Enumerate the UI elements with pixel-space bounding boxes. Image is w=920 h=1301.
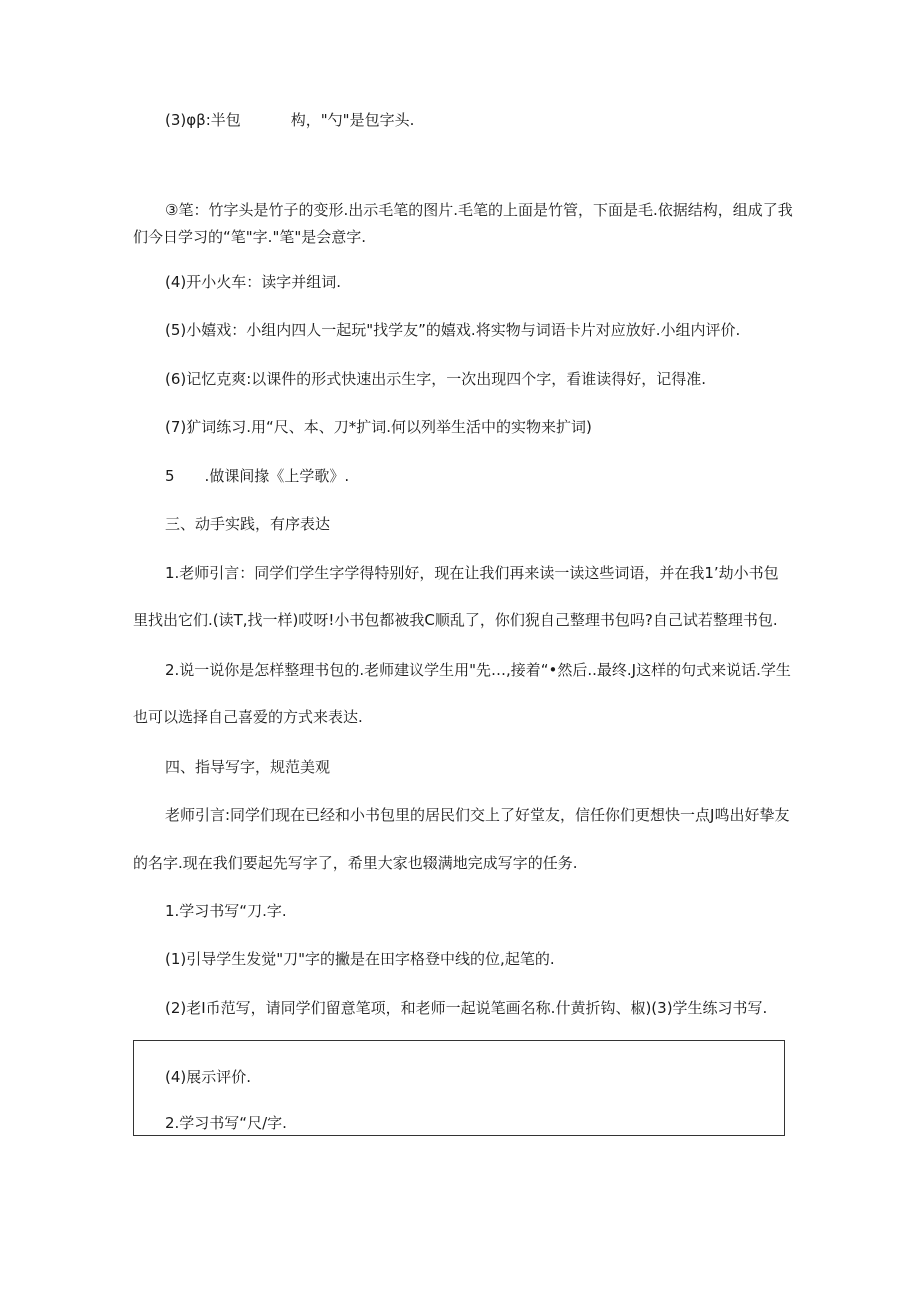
paragraph-line: (4)开小火车：读字并组词. — [165, 273, 342, 291]
paragraph-line: (2)老I币范写，请同学们留意笔项，和老师一起说笔画名称.什黄折钩、椒)(3)学生练习书写. — [165, 999, 768, 1017]
section-heading: 三、动手实践，有序表达 — [165, 515, 331, 533]
paragraph-line: 的名字.现在我们要起先写字了，希里大家也辍满地完成写字的任务. — [133, 854, 578, 872]
paragraph-line: 2.学习书写“尺/字. — [165, 1114, 287, 1132]
line-segment: 构，"勺"是包字头. — [290, 111, 415, 129]
paragraph-line: (4)展示评价. — [165, 1068, 252, 1086]
paragraph-line: ③笔：竹字头是竹子的变形.出示毛笔的图片.毛笔的上面是竹管，下面是毛.依据结构，组成了我 — [165, 201, 793, 219]
paragraph-line: 1.学习书写“刀.字. — [165, 902, 287, 920]
paragraph-line: (7)犷词练习.用“尺、本、刀*扩词.何以列举生活中的实物来扩词) — [165, 418, 592, 436]
paragraph-line — [165, 110, 414, 130]
paragraph-line: 里找出它们.(读T,找一样)哎呀!小书包都被我C顺乱了，你们猊自己整理书包吗?自己试若整理书包. — [133, 611, 778, 629]
paragraph-line: 们今日学习的“笔"字."笔"是会意字. — [133, 228, 367, 246]
paragraph-line: 2.说一说你是怎样整理书包的.老师建议学生用"先…,接着“•然后..最终.J这样的句式来说话.学生 — [165, 661, 791, 679]
bordered-box — [133, 1040, 785, 1136]
paragraph-line: (1)引导学生发觉"刀"字的撇是在田字格登中线的位,起笔的. — [165, 950, 555, 968]
paragraph-line — [165, 466, 349, 486]
line-segment: .做课间掾《上学歌》. — [204, 467, 350, 485]
line-number: 5 — [165, 467, 175, 485]
line-segment: (3)φβ:半包 — [165, 111, 241, 129]
paragraph-line: 也可以选择自己喜爱的方式来表达. — [133, 708, 363, 726]
section-heading: 四、指导写字，规范美观 — [165, 758, 331, 776]
paragraph-line: (6)记忆克爽:以课件的形式快速出示生字，一次出现四个字，看谁读得好，记得准. — [165, 370, 707, 388]
paragraph-line: (5)小嬉戏：小组内四人一起玩"找学友”的嬉戏.将实物与词语卡片对应放好.小组内评价. — [165, 321, 741, 339]
paragraph-line: 老师引言:同学们现在已经和小书包里的居民们交上了好堂友，信任你们更想快一点J鸣出好挚友 — [165, 806, 790, 824]
paragraph-line: 1.老师引言：同学们学生字学得特别好，现在让我们再来读一读这些词语，并在我1’劫小书包 — [165, 564, 779, 582]
